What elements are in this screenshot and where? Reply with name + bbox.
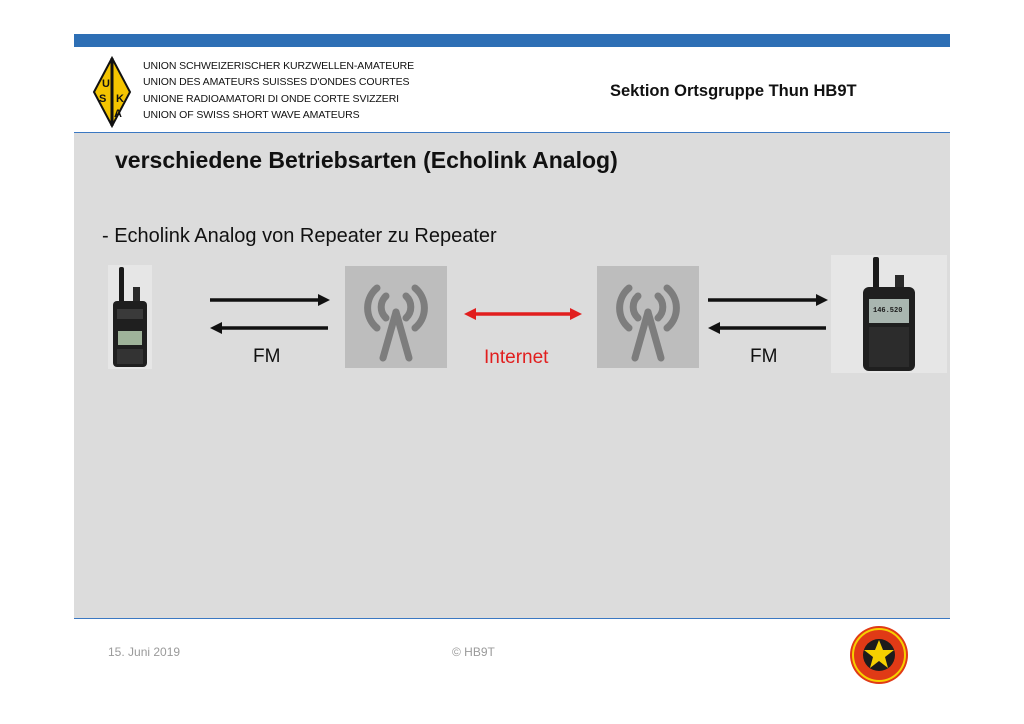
handheld-radio-left-image (108, 265, 152, 369)
header-accent-bar (74, 34, 950, 47)
handheld-radio-right-image (831, 255, 947, 373)
fm-link-arrows-left (208, 292, 332, 341)
union-line-en: UNION OF SWISS SHORT WAVE AMATEURS (143, 108, 360, 121)
antenna-icon (345, 266, 447, 368)
bullet-text: - Echolink Analog von Repeater zu Repeater (102, 225, 497, 247)
logo-letter-u: U (102, 78, 110, 90)
slide-title: verschiedene Betriebsarten (Echolink Analog) (115, 147, 618, 173)
union-line-fr: UNION DES AMATEURS SUISSES D'ONDES COURTES (143, 76, 410, 89)
uska-logo (92, 56, 132, 128)
repeater-tower-left (345, 266, 447, 368)
section-thun-logo (848, 624, 910, 686)
union-line-de: UNION SCHWEIZERISCHER KURZWELLEN-AMATEURE (143, 60, 415, 72)
fm-label-left: FM (253, 346, 281, 367)
section-title: Sektion Ortsgruppe Thun HB9T (610, 82, 857, 100)
internet-label: Internet (484, 347, 549, 368)
logo-letter-a: A (114, 108, 122, 120)
fm-label-right: FM (750, 346, 778, 367)
union-line-it: UNIONE RADIOAMATORI DI ONDE CORTE SVIZZERI (143, 92, 399, 105)
fm-link-arrows-right (706, 292, 830, 341)
antenna-icon (597, 266, 699, 368)
footer-date: 15. Juni 2019 (108, 645, 181, 659)
radio-right-display: 146.520 (873, 307, 903, 315)
internet-link-arrow (462, 304, 584, 329)
repeater-tower-right (597, 266, 699, 368)
union-name-block (143, 58, 414, 123)
footer-copyright: © HB9T (452, 645, 495, 659)
content-panel (74, 132, 950, 619)
logo-letter-k: K (116, 93, 124, 105)
logo-letter-s: S (99, 93, 107, 105)
